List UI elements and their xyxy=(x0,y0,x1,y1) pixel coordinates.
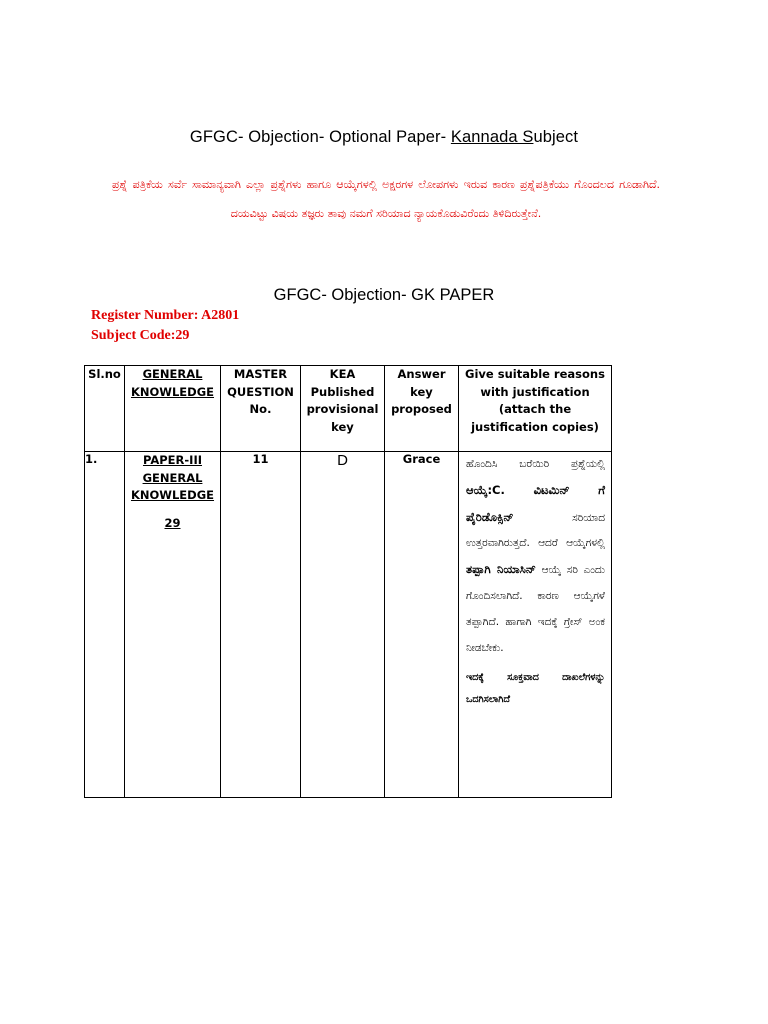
cell-master-question: 11 xyxy=(221,452,301,798)
reason-note: ಇದಕ್ಕೆ ಸೂಕ್ತವಾದ ದಾಖಲೆಗಳನ್ನು ಒದಗಿಸಲಾಗಿದೆ xyxy=(466,672,605,706)
paper-code: 29 xyxy=(164,515,181,530)
cell-slno: 1. xyxy=(85,452,125,798)
section-title: GFGC- Objection- GK PAPER xyxy=(273,286,495,304)
page-title xyxy=(0,128,768,147)
register-number: Register Number: A2801 xyxy=(91,308,240,323)
notice-paragraph: ಪ್ರಶ್ನೆ ಪತ್ರಿಕೆಯ ಸರ್ವೆ ಸಾಮಾನ್ಯವಾಗಿ ಎಲ್ಲಾ ಪ್ರಶ್ನೆಗಳು ಹಾಗೂ ಆಯ್ಕೆಗಳಲ್ಲಿ ಅಕ್ಷರಗಳ ಲೋಪಗಳು ಇರುವ ಕಾರಣ ಪ್ರಶ್ನೆಪತ್ರಿಕೆಯು ಗೊಂದಲದ ಗೂಡಾಗಿದೆ. ದಯವಿಟ್ಟು ವಿಷಯ ತಜ್ಞರು ತಾವು ನಮಗೆ ಸರಿಯಾದ ನ್ಯಾಯಕೊಡುವಿರೆಂದು ತಿಳಿದಿರುತ್ತೇನೆ. xyxy=(112,178,660,220)
header-kea-key: KEA Published provisional key xyxy=(301,366,385,452)
title-suffix: ubject xyxy=(533,128,579,146)
cell-reasons xyxy=(459,452,612,798)
header-reasons: Give suitable reasons with justification (attach the justification copies) xyxy=(459,366,612,452)
header-slno: Sl.no xyxy=(85,366,125,452)
header-master-question: MASTER QUESTION No. xyxy=(221,366,301,452)
objection-table xyxy=(84,365,612,798)
title-underlined: Kannada S xyxy=(450,128,534,146)
cell-kea-key: D xyxy=(301,452,385,798)
header-answer-key: Answer key proposed xyxy=(385,366,459,452)
subject-code: Subject Code:29 xyxy=(91,328,190,343)
table-row xyxy=(85,452,612,798)
reason-text: ಹೊಂದಿಸಿ ಬರೆಯಿರಿ ಪ್ರಶ್ನೆಯಲ್ಲಿ ಆಯ್ಕೆ:C. ವಿಟಮಿನ್ ಗೆ ಪೈರಿಡೊಕ್ಸಿನ್ ಸರಿಯಾದ ಉತ್ತರವಾಗಿರುತ್ತದೆ. ಆದರೆ ಆಯ್ಕೆಗಳಲ್ಲಿ ತಪ್ಪಾಗಿ ನಿಯಾಸಿನ್ ಆಯ್ಕೆ ಸರಿ ಎಂದು ಗೊಂದಿಸಲಾಗಿದೆ. ಕಾರಣ ಆಯ್ಕೆಗಳೆ ತಪ್ಪಾಗಿದೆ. ಹಾಗಾಗಿ ಇದಕ್ಕೆ ಗ್ರೇಸ್ ಅಂಕ ನೀಡಬೇಕು. xyxy=(466,458,606,654)
title-prefix: GFGC- Objection- Optional Paper- xyxy=(189,128,451,146)
cell-proposed-answer: Grace xyxy=(385,452,459,798)
paper-line1: PAPER-III xyxy=(142,453,203,467)
paper-line2: GENERAL KNOWLEDGE xyxy=(130,470,215,502)
cell-paper xyxy=(125,452,221,798)
header-general-knowledge: GENERAL KNOWLEDGE xyxy=(125,366,221,452)
header-row xyxy=(85,366,612,452)
